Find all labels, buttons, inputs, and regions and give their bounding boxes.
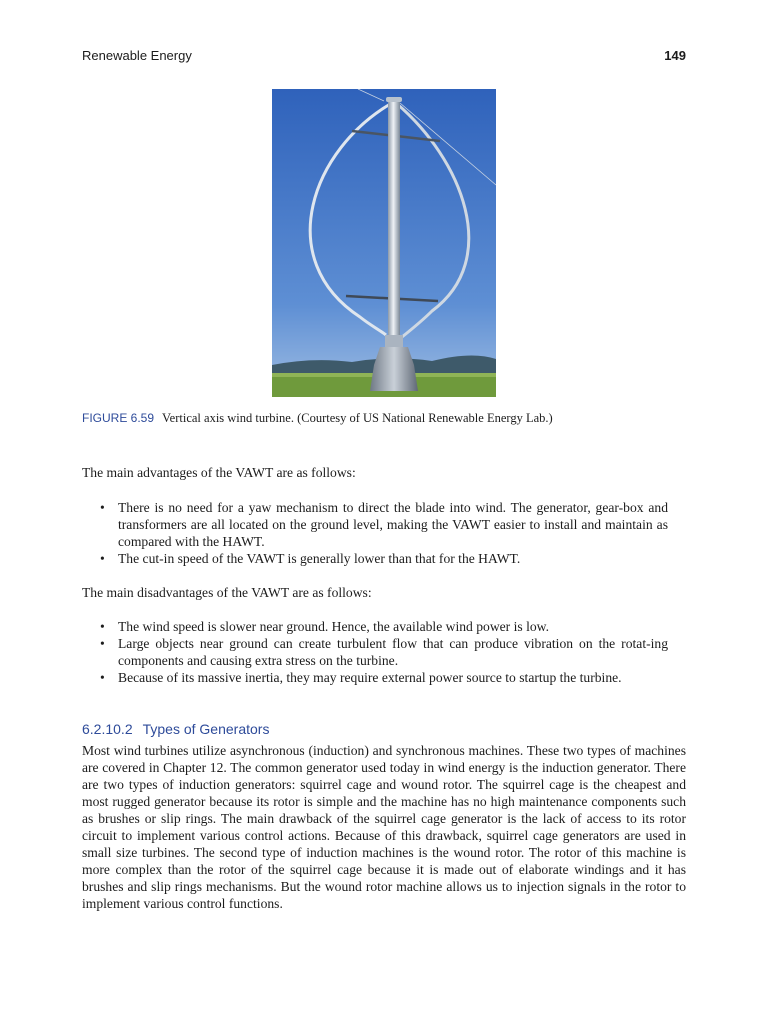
disadvantages-list [82, 618, 668, 686]
advantages-intro: The main advantages of the VAWT are as follows: [82, 465, 356, 480]
list-item: • There is no need for a yaw mechanism to direct the blade into wind. The generator, gear-box and transformers are all located on the ground level, making the VAWT easier to install and maintain as compared with the HAWT. [82, 499, 668, 550]
section-number: 6.2.10.2 [82, 721, 133, 737]
running-header [82, 46, 686, 66]
turbine-tower [388, 99, 400, 345]
section-heading [82, 721, 686, 737]
section-body: Most wind turbines utilize asynchronous (induction) and synchronous machines. These two types of machines are covered in Chapter 12. The common generator used today in wind energy is the induction generator. There are two types of induction generators: squirrel cage and wound rotor. The squirrel cage is the cheapest and most rugged generator because its rotor is simple and the machine has no high maintenance components such as brushes or slip rings. The main drawback of the squirrel cage generator is the lack of access to its rotor circuit to implement various control actions. Because of this drawback, squirrel cage generators are used in small size turbines. The second type of induction machines is the wound rotor. The rotor of this machine is more complex than the rotor of the squirrel cage because it is made out of elaborate windings and it has brushes and slip rings mechanisms. But the wound rotor machine allows us to injection signals in the rotor to implement various control functions. [82, 743, 686, 911]
list-item: • Because of its massive inertia, they may require external power source to startup the turbine. [82, 669, 668, 686]
figure-label: FIGURE 6.59 [82, 411, 155, 425]
running-header-title: Renewable Energy [82, 48, 192, 63]
page-number: 149 [664, 48, 686, 63]
advantages-list [82, 499, 668, 567]
figure-caption [82, 410, 686, 426]
figure-caption-text: Vertical axis wind turbine. (Courtesy of US National Renewable Energy Lab.) [162, 411, 553, 425]
list-item: • Large objects near ground can create turbulent flow that can produce vibration on the rotat-ing components and causing extra stress on the turbine. [82, 635, 668, 669]
section-title: Types of Generators [142, 721, 270, 737]
list-item: • The cut-in speed of the VAWT is generally lower than that for the HAWT. [82, 550, 668, 567]
turbine-illustration [272, 89, 496, 397]
wind-turbine-photo [272, 89, 496, 397]
list-item: • The wind speed is slower near ground. Hence, the available wind power is low. [82, 618, 668, 635]
disadvantages-intro: The main disadvantages of the VAWT are as follows: [82, 585, 372, 600]
